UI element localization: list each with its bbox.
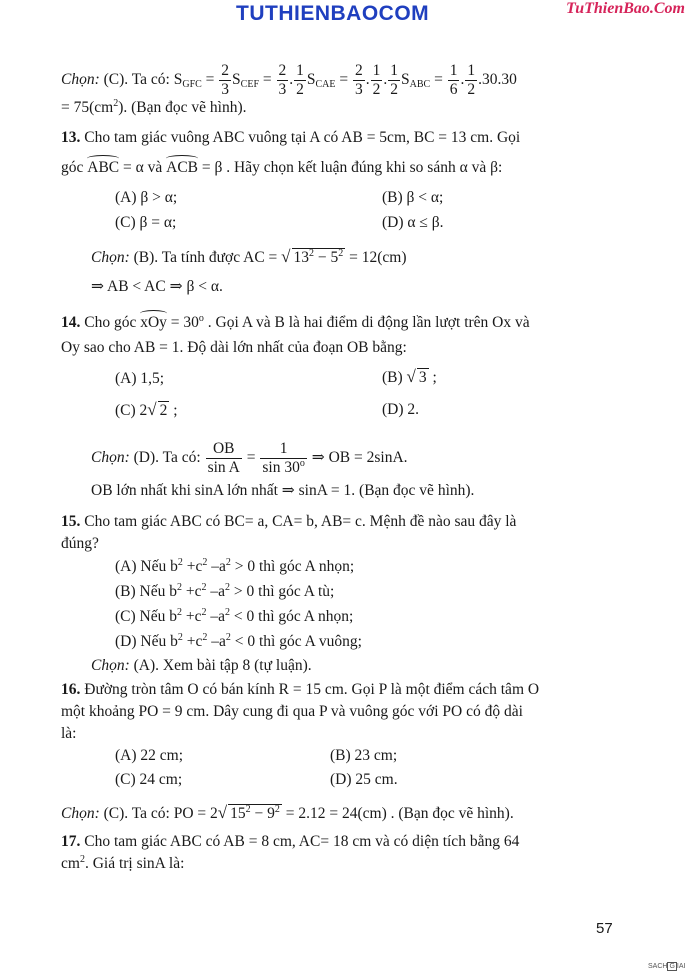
superscript: 2 (201, 607, 207, 618)
text: +c (182, 633, 203, 650)
text: . (365, 71, 370, 89)
superscript: 2 (225, 607, 231, 618)
subscript: CEF (240, 79, 260, 91)
text: góc (61, 159, 88, 176)
text: cm (61, 855, 80, 872)
q14-option-a: (A) 1,5; (115, 370, 165, 387)
text: (D). Ta có: (133, 449, 205, 467)
text: +c (182, 583, 202, 600)
superscript: 2 (177, 582, 182, 593)
fraction (206, 440, 242, 477)
sqrt-symbol: √ (147, 400, 157, 419)
chon-label: Chọn: (61, 71, 100, 89)
sqrt-content: 2 (159, 402, 168, 419)
text: . (289, 71, 294, 89)
text: ). (Bạn đọc vẽ hình). (118, 99, 247, 116)
text: = (335, 71, 353, 89)
denominator: 3 (278, 81, 287, 98)
text: ; (428, 369, 437, 386)
intro-answer-line-1 (61, 62, 517, 99)
text: (C). Ta có: PO = 2 (103, 805, 218, 822)
fraction (388, 62, 400, 99)
watermark-logo: TuThienBao.Com (566, 0, 685, 17)
text: . Giá trị sinA là: (84, 855, 185, 872)
text: ⇒ OB = 2sinA. (307, 449, 408, 467)
numerator: 1 (296, 62, 304, 79)
question-15-line-1 (61, 512, 516, 532)
sqrt-symbol: √ (406, 367, 416, 386)
angle-xoy: xOy (140, 314, 167, 331)
superscript: 2 (79, 854, 85, 865)
numerator: 1 (467, 62, 476, 79)
fraction (294, 62, 306, 99)
sqrt-symbol: √ (281, 247, 291, 266)
question-15-line-2: đúng? (61, 535, 99, 552)
superscript: 2 (177, 607, 182, 618)
text: –a (207, 558, 226, 575)
superscript: 2 (202, 557, 208, 568)
text: (D) Nếu b (115, 633, 178, 650)
q16-answer (61, 803, 514, 824)
q15-option-a (115, 557, 354, 577)
numerator: OB (206, 440, 242, 459)
q13-option-b: (B) β < α; (382, 189, 444, 206)
text: = (430, 71, 447, 89)
superscript: 2 (225, 582, 231, 593)
logo-text: IAI (676, 963, 686, 970)
question-13-line-1 (61, 128, 520, 148)
text: 13 (293, 249, 309, 266)
text: S (306, 71, 316, 89)
superscript: 2 (177, 632, 183, 643)
denominator (260, 459, 306, 477)
denominator: 3 (221, 81, 230, 98)
question-number: 15. (61, 513, 81, 530)
q14-option-c (115, 400, 178, 421)
text: Cho tam giác ABC có AB = 8 cm, AC= 18 cm và có diện tích bằng 64 (80, 833, 520, 850)
fraction (219, 62, 231, 99)
text: = 75(cm (61, 99, 114, 116)
question-16-line-2: một khoảng PO = 9 cm. Dây cung đi qua P và vuông góc với PO có độ dài (61, 703, 523, 720)
superscript: 2 (201, 582, 207, 593)
subscript: CAE (315, 79, 336, 91)
denominator: 6 (449, 81, 458, 98)
text: > 0 thì góc A nhọn; (230, 558, 355, 575)
text: 5 (330, 249, 339, 266)
text: < 0 thì góc A nhọn; (230, 608, 354, 625)
text: sin 30 (262, 459, 300, 476)
superscript: 2 (177, 557, 183, 568)
angle-acb: ACB (166, 159, 199, 176)
text: S (232, 71, 241, 89)
question-number: 13. (61, 129, 81, 146)
text: (C) 2 (115, 402, 148, 419)
chon-label: Chọn: (91, 657, 130, 674)
text: = (259, 71, 276, 89)
superscript: 2 (225, 632, 231, 643)
text: 9 (267, 805, 275, 822)
superscript: 2 (202, 632, 208, 643)
text: S (173, 71, 183, 89)
numerator: 2 (355, 62, 363, 79)
question-14-line-1 (61, 313, 530, 333)
logo-box: G (669, 963, 675, 970)
site-title: TUTHIENBAOCOM (236, 2, 430, 25)
text: Cho tam giác vuông ABC vuông tại A có AB = 5cm, BC = 13 cm. Gọi (80, 129, 521, 146)
denominator: 2 (296, 81, 304, 98)
intro-answer-line-2 (61, 98, 247, 118)
text: (B) (382, 369, 407, 386)
q13-option-c: (C) β = α; (115, 214, 177, 231)
footer-logo (648, 962, 685, 971)
question-number: 17. (61, 833, 81, 850)
fraction (465, 62, 477, 99)
fraction (371, 62, 383, 99)
q16-option-a: (A) 22 cm; (115, 747, 184, 764)
superscript: 2 (113, 98, 119, 109)
text: = (201, 71, 219, 89)
page-number: 57 (596, 920, 613, 937)
q15-option-d (115, 632, 362, 652)
chon-label: Chọn: (91, 449, 130, 467)
numerator: 2 (278, 62, 287, 79)
angle-abc: ABC (87, 159, 120, 176)
text: . (383, 71, 388, 89)
numerator: 1 (372, 62, 381, 79)
text: Cho tam giác ABC có BC= a, CA= b, AB= c. Mệnh đề nào sau đây là (80, 513, 517, 530)
question-number: 16. (61, 681, 81, 698)
chon-label: Chọn: (61, 805, 100, 822)
superscript: 2 (309, 248, 314, 259)
q13-option-a: (A) β > α; (115, 189, 178, 206)
q15-option-b (115, 582, 334, 602)
degree-sign: o (198, 313, 204, 324)
subscript: ABC (409, 79, 431, 91)
text: 15 (230, 805, 246, 822)
text: > 0 thì góc A tù; (230, 583, 335, 600)
text: .30.30 (478, 71, 517, 89)
fraction (260, 440, 306, 477)
q13-option-d: (D) α ≤ β. (382, 214, 444, 231)
text: (C). Ta có: (103, 71, 174, 89)
superscript: 2 (245, 804, 251, 815)
fraction (277, 62, 289, 99)
numerator: 1 (390, 62, 399, 79)
question-17-line-2 (61, 854, 184, 874)
text: +c (182, 558, 203, 575)
text: –a (206, 583, 226, 600)
q16-option-c: (C) 24 cm; (115, 771, 183, 788)
q13-answer-line-1 (91, 247, 407, 268)
q14-option-d: (D) 2. (382, 401, 420, 418)
text: = 12(cm) (345, 249, 407, 266)
question-16-line-1 (61, 680, 539, 700)
superscript: 2 (274, 804, 280, 815)
question-number: 14. (61, 314, 81, 331)
chon-label: Chọn: (91, 249, 130, 266)
q14-answer-line-1: Chọn: (D). Ta có: $\frac{OB}{\text{sin A}}$ = $\frac{1}{\sin 30^o}$ ⇒ OB = 2sinA. (91, 440, 408, 476)
sqrt-content: $13^2 - 5^2$ (293, 248, 344, 266)
text: < 0 thì góc A vuông; (230, 633, 362, 650)
superscript: 2 (225, 557, 231, 568)
question-16-line-3: là: (61, 725, 77, 742)
text: –a (206, 608, 226, 625)
q14-answer-line-2: OB lớn nhất khi sinA lớn nhất ⇒ sinA = 1. (Bạn đọc vẽ hình). (91, 482, 475, 499)
denominator: 3 (355, 81, 363, 98)
text: (B). Ta tính được AC = (133, 249, 282, 266)
text: +c (182, 608, 202, 625)
subscript: GFC (182, 79, 202, 91)
text: S (401, 71, 410, 89)
text: = 30 (166, 314, 199, 331)
text: –a (207, 633, 226, 650)
q13-answer-line-2: ⇒ AB < AC ⇒ β < α. (91, 278, 223, 295)
text: . Gọi A và B là hai điểm di động lần lượt trên Ox và (203, 314, 530, 331)
text: (A) Nếu b (115, 558, 178, 575)
numerator: 1 (260, 440, 306, 459)
fraction (353, 62, 365, 99)
q16-option-d: (D) 25 cm. (330, 771, 398, 788)
q15-answer (91, 656, 312, 676)
text: ; (169, 402, 178, 419)
q14-option-b (382, 367, 437, 388)
fraction (448, 62, 460, 99)
sqrt-content: 3 (418, 369, 427, 386)
q15-option-c (115, 607, 353, 627)
text: Đường tròn tâm O có bán kính R = 15 cm. Gọi P là một điểm cách tâm O (80, 681, 540, 698)
sqrt-content: $15^2 - 9^2$ (230, 804, 280, 822)
superscript: 2 (338, 248, 344, 259)
numerator: 2 (221, 62, 230, 79)
text: Cho góc (80, 314, 141, 331)
text: . (460, 71, 465, 89)
question-13-line-2 (61, 158, 502, 178)
sqrt-symbol: √ (217, 803, 228, 822)
text: = β . Hãy chọn kết luận đúng khi so sánh α và β: (198, 159, 503, 176)
denominator: 2 (467, 81, 476, 98)
text: = α và (119, 159, 167, 176)
logo-text: SACH (648, 963, 668, 970)
question-14-line-2: Oy sao cho AB = 1. Độ dài lớn nhất của đoạn OB bằng: (61, 339, 407, 356)
question-17-line-1 (61, 832, 519, 852)
numerator: 1 (449, 62, 458, 79)
text: (B) Nếu b (115, 583, 177, 600)
denominator: sin A (207, 459, 240, 476)
denominator: 2 (390, 81, 399, 98)
degree-sign: o (299, 458, 305, 469)
text: = 2.12 = 24(cm) . (Bạn đọc vẽ hình). (281, 805, 514, 822)
text: (A). Xem bài tập 8 (tự luận). (133, 657, 312, 674)
denominator: 2 (372, 81, 381, 98)
q16-option-b: (B) 23 cm; (330, 747, 398, 764)
text: (C) Nếu b (115, 608, 177, 625)
